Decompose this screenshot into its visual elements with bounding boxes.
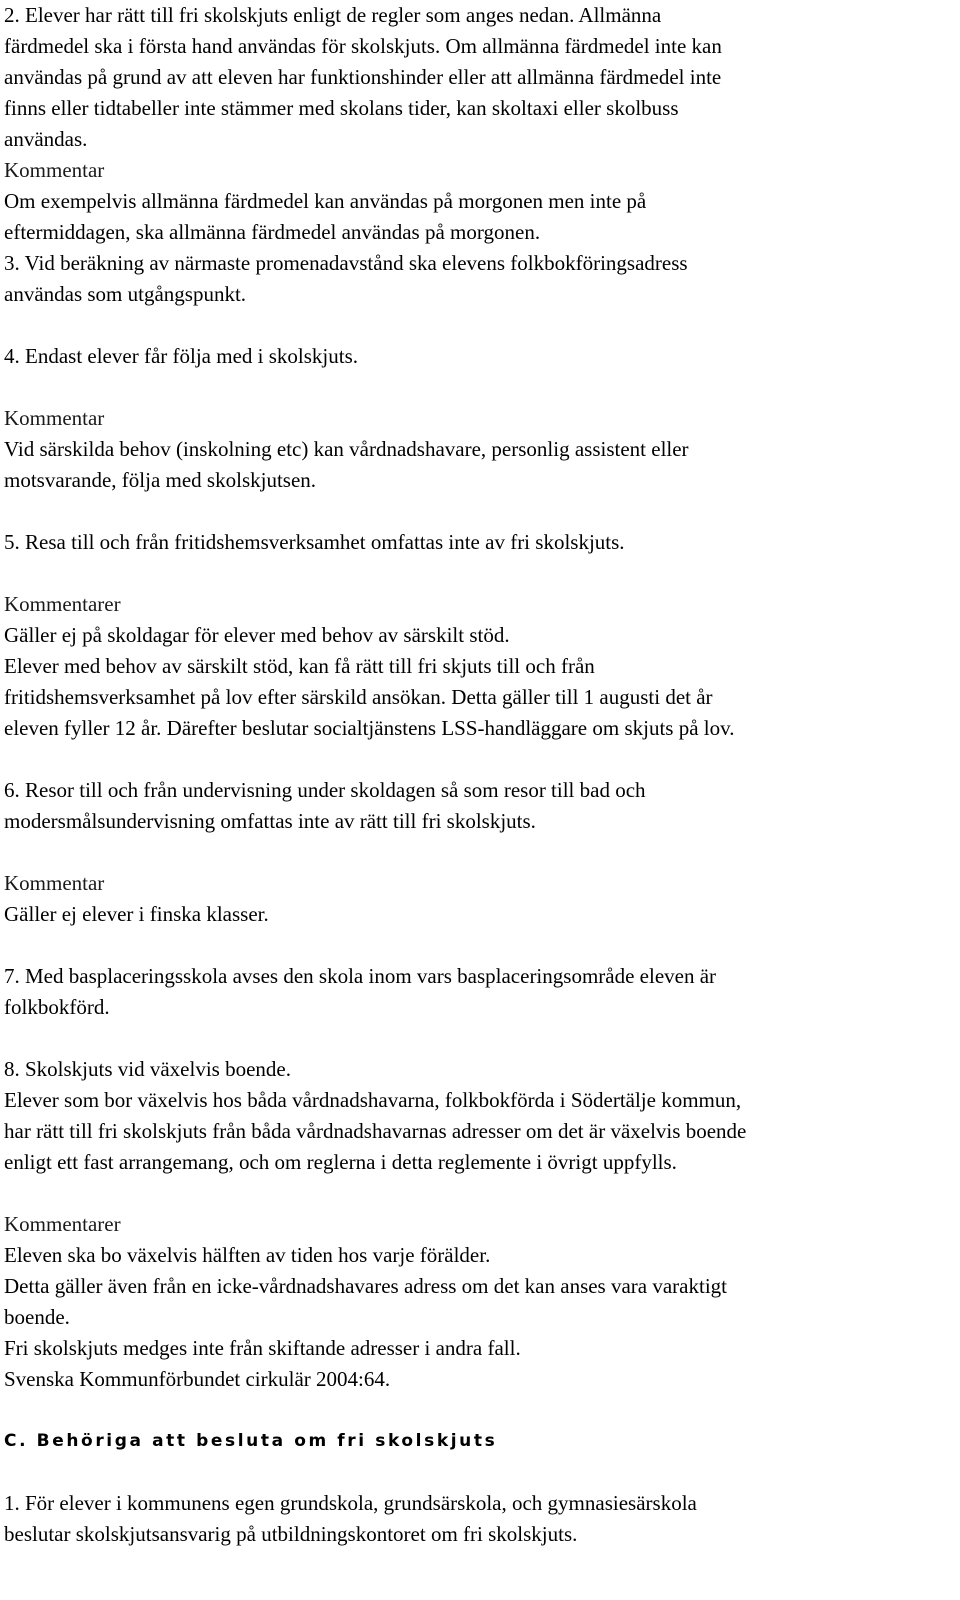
text-line: 2. Elever har rätt till fri skolskjuts enligt de regler som anges nedan. Allmänna: [4, 3, 662, 27]
section-c-item-1: [4, 1488, 954, 1550]
rule-4: [4, 341, 954, 372]
comment-label: Kommentar: [4, 158, 105, 182]
rule-2: [4, 0, 954, 155]
text-line: fritidshemsverksamhet på lov efter särskild ansökan. Detta gäller till 1 augusti det år: [4, 685, 713, 709]
text-line: 4. Endast elever får följa med i skolskjuts.: [4, 344, 358, 368]
text-line: användas som utgångspunkt.: [4, 282, 247, 306]
text-line: 1. För elever i kommunens egen grundskola, grundsärskola, och gymnasiesärskola: [4, 1491, 697, 1515]
spacer: [4, 372, 954, 403]
comment-2: [4, 155, 954, 248]
text-line: boende.: [4, 1305, 70, 1329]
text-line: motsvarande, följa med skolskjutsen.: [4, 468, 317, 492]
rule-8: [4, 1054, 954, 1178]
comment-6: [4, 868, 954, 930]
text-line: användas.: [4, 127, 88, 151]
spacer: [4, 310, 954, 341]
text-line: 5. Resa till och från fritidshemsverksamhet omfattas inte av fri skolskjuts.: [4, 530, 625, 554]
spacer: [4, 1395, 954, 1426]
comment-5: [4, 589, 954, 744]
comment-8: [4, 1209, 954, 1395]
text-line: beslutar skolskjutsansvarig på utbildningskontoret om fri skolskjuts.: [4, 1522, 578, 1546]
text-line: Gäller ej på skoldagar för elever med behov av särskilt stöd.: [4, 623, 510, 647]
spacer: [4, 744, 954, 775]
spacer: [4, 1457, 954, 1488]
text-line: Svenska Kommunförbundet cirkulär 2004:64.: [4, 1367, 391, 1391]
spacer: [4, 496, 954, 527]
spacer: [4, 1023, 954, 1054]
section-c-heading: C. Behöriga att besluta om fri skolskjuts: [4, 1431, 498, 1451]
text-line: Eleven ska bo växelvis hälften av tiden hos varje förälder.: [4, 1243, 491, 1267]
spacer: [4, 837, 954, 868]
rule-6: [4, 775, 954, 837]
text-line: 8. Skolskjuts vid växelvis boende.: [4, 1057, 291, 1081]
comment-label: Kommentar: [4, 871, 105, 895]
text-line: 7. Med basplaceringsskola avses den skola inom vars basplaceringsområde eleven är: [4, 964, 717, 988]
comment-label: Kommentar: [4, 406, 105, 430]
spacer: [4, 1178, 954, 1209]
comment-4: [4, 403, 954, 496]
text-line: Vid särskilda behov (inskolning etc) kan vårdnadshavare, personlig assistent eller: [4, 437, 689, 461]
text-line: folkbokförd.: [4, 995, 110, 1019]
text-line: Gäller ej elever i finska klasser.: [4, 902, 269, 926]
text-line: Elever som bor växelvis hos båda vårdnadshavarna, folkbokförda i Södertälje kommun,: [4, 1088, 742, 1112]
rule-5: [4, 527, 954, 558]
comment-label: Kommentarer: [4, 1212, 121, 1236]
text-line: Om exempelvis allmänna färdmedel kan användas på morgonen men inte på: [4, 189, 647, 213]
comment-label: Kommentarer: [4, 592, 121, 616]
text-line: modersmålsundervisning omfattas inte av rätt till fri skolskjuts.: [4, 809, 536, 833]
text-line: 3. Vid beräkning av närmaste promenadavstånd ska elevens folkbokföringsadress: [4, 251, 688, 275]
document-page: [4, 0, 954, 1550]
text-line: eftermiddagen, ska allmänna färdmedel användas på morgonen.: [4, 220, 541, 244]
text-line: finns eller tidtabeller inte stämmer med skolans tider, kan skoltaxi eller skolbuss: [4, 96, 679, 120]
text-line: 6. Resor till och från undervisning under skoldagen så som resor till bad och: [4, 778, 646, 802]
text-line: eleven fyller 12 år. Därefter beslutar socialtjänstens LSS-handläggare om skjuts på lov.: [4, 716, 735, 740]
text-line: Detta gäller även från en icke-vårdnadshavares adress om det kan anses vara varaktigt: [4, 1274, 728, 1298]
text-line: har rätt till fri skolskjuts från båda vårdnadshavarnas adresser om det är växelvis boende: [4, 1119, 747, 1143]
rule-3: [4, 248, 954, 310]
spacer: [4, 930, 954, 961]
text-line: Elever med behov av särskilt stöd, kan få rätt till fri skjuts till och från: [4, 654, 595, 678]
text-line: användas på grund av att eleven har funktionshinder eller att allmänna färdmedel inte: [4, 65, 722, 89]
text-line: Fri skolskjuts medges inte från skiftande adresser i andra fall.: [4, 1336, 521, 1360]
rule-7: [4, 961, 954, 1023]
text-line: färdmedel ska i första hand användas för skolskjuts. Om allmänna färdmedel inte kan: [4, 34, 722, 58]
spacer: [4, 558, 954, 589]
text-line: enligt ett fast arrangemang, och om reglerna i detta reglemente i övrigt uppfylls.: [4, 1150, 677, 1174]
